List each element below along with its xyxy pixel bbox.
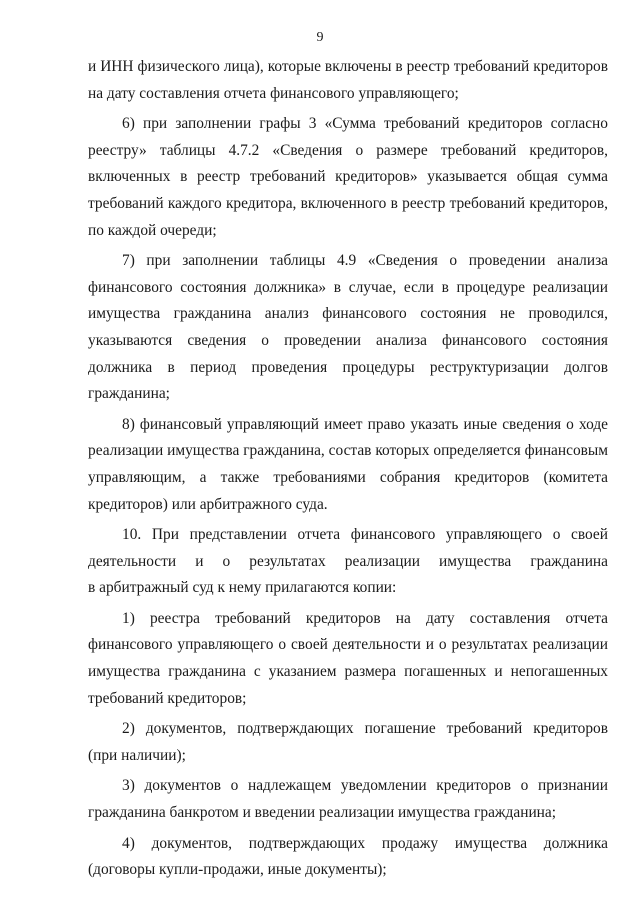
paragraph	[88, 606, 608, 712]
text-line: финансового управляющего о своей деятельности и о результатах реализации	[88, 636, 608, 654]
text-line: (при наличии);	[88, 746, 186, 764]
page-number: 9	[316, 30, 324, 45]
text-line: в арбитражный суд к нему прилагаются копии:	[88, 579, 397, 597]
paragraph	[88, 831, 608, 884]
paragraph	[88, 716, 608, 769]
text-line: требований кредиторов;	[88, 689, 247, 707]
text-line: деятельности и о результатах реализации имущества гражданина	[88, 552, 608, 570]
text-line: 6) при заполнении графы 3 «Сумма требований кредиторов согласно	[122, 115, 608, 133]
text-line: требований каждого кредитора, включенного в реестр требований кредиторов,	[88, 194, 608, 212]
text-line: 2) документов, подтверждающих погашение требований кредиторов	[122, 720, 608, 738]
text-line: имущества гражданина анализ финансового состояния не проводился,	[88, 305, 608, 323]
text-line: кредиторов) или арбитражного суда.	[88, 495, 328, 513]
text-line: финансового состояния должника» в случае, если в процедуре реализации	[88, 278, 608, 296]
text-line: по каждой очереди;	[88, 221, 217, 239]
text-line: 10. При представлении отчета финансового управляющего о своей	[122, 526, 608, 544]
text-line: 7) при заполнении таблицы 4.9 «Сведения о проведении анализа	[122, 252, 608, 270]
paragraph	[88, 412, 608, 518]
paragraph	[88, 773, 608, 826]
text-line: и ИНН физического лица), которые включены в реестр требований кредиторов	[88, 58, 608, 75]
text-line: реализации имущества гражданина, состав которых определяется финансовым	[88, 442, 608, 460]
text-line: управляющим, а также требованиями собрания кредиторов (комитета	[88, 468, 608, 486]
paragraph	[88, 54, 608, 107]
text-line: 3) документов о надлежащем уведомлении кредиторов о признании	[122, 777, 608, 795]
text-line: на дату составления отчета финансового управляющего;	[88, 84, 459, 102]
text-line: 4) документов, подтверждающих продажу имущества должника	[122, 834, 608, 852]
paragraph	[88, 111, 608, 244]
text-line: гражданина банкротом и введении реализации имущества гражданина;	[88, 804, 557, 822]
text-line: включенных в реестр требований кредиторов» указывается общая сумма	[88, 168, 608, 186]
text-line: 8) финансовый управляющий имеет право указать иные сведения о ходе	[122, 415, 608, 433]
text-line: имущества гражданина с указанием размера погашенных и непогашенных	[88, 663, 608, 681]
paragraph	[88, 248, 608, 408]
paragraph	[88, 522, 608, 602]
text-line: указываются сведения о проведении анализа финансового состояния	[88, 331, 608, 349]
text-line: (договоры купли-продажи, иные документы);	[88, 861, 387, 879]
text-line: реестру» таблицы 4.7.2 «Сведения о размере требований кредиторов,	[88, 141, 608, 159]
text-line: гражданина;	[88, 385, 170, 403]
text-line: 1) реестра требований кредиторов на дату составления отчета	[122, 609, 608, 627]
text-line: должника в период проведения процедуры реструктуризации долгов	[88, 358, 608, 376]
document-body	[88, 54, 608, 884]
